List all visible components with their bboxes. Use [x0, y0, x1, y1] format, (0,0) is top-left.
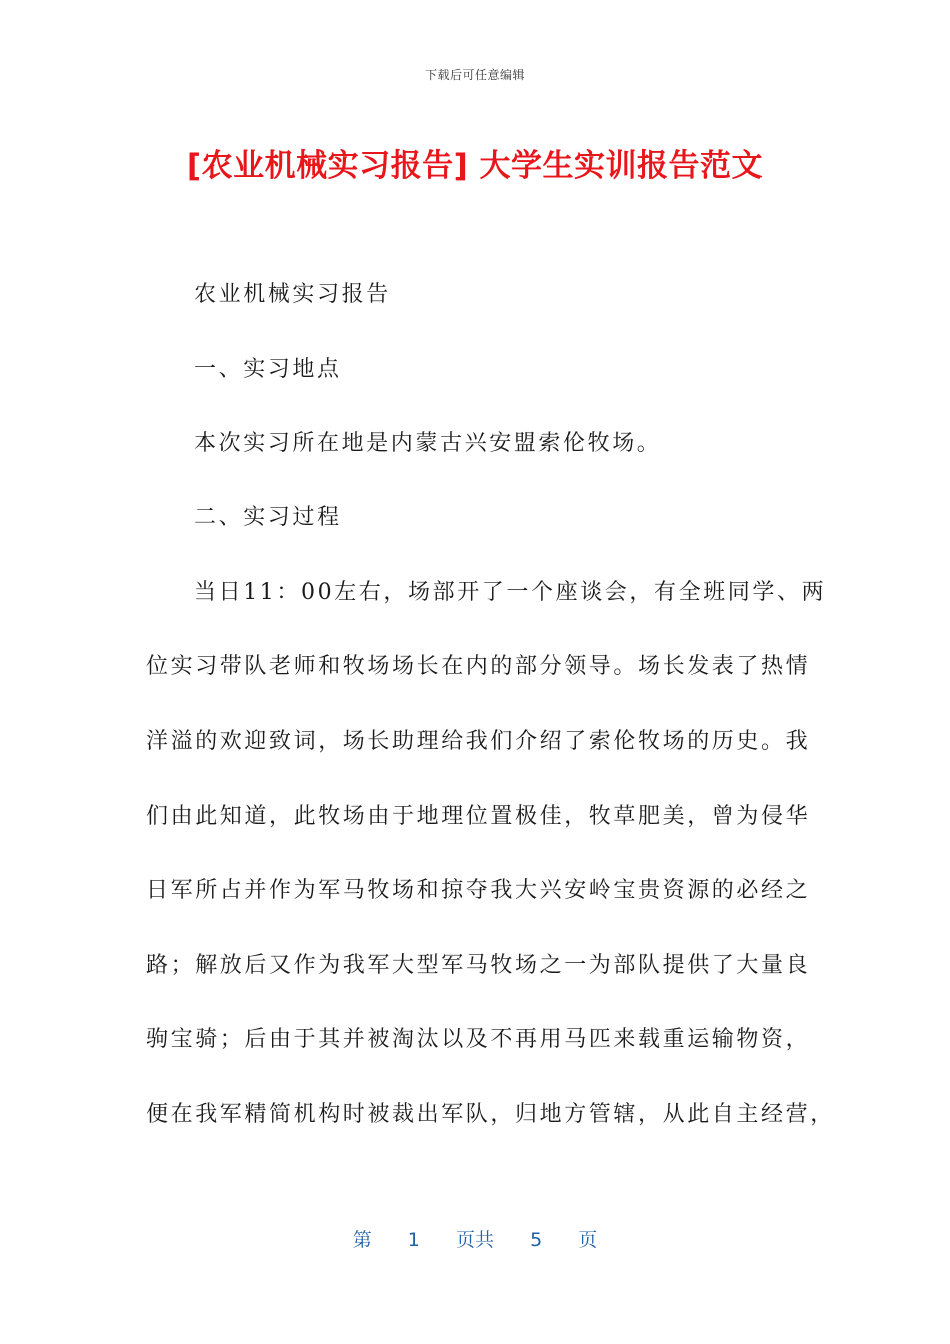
report-heading: 农业机械实习报告	[194, 282, 391, 307]
paragraph-line: 日军所占并作为军马牧场和掠夺我大兴安岭宝贵资源的必经之	[146, 878, 811, 903]
footer-page-total: 5	[530, 1229, 543, 1251]
header-note: 下载后可任意编辑	[424, 68, 525, 82]
section-2-heading: 二、实习过程	[194, 505, 342, 530]
page-footer	[0, 1225, 950, 1252]
footer-page-prefix: 第	[352, 1229, 372, 1251]
footer-page-mid: 页共	[455, 1229, 494, 1251]
footer-page-number: 1	[407, 1229, 420, 1251]
document-title: [农业机械实习报告] 大学生实训报告范文	[186, 148, 764, 184]
section-1-text: 本次实习所在地是内蒙古兴安盟索伦牧场。	[194, 431, 662, 456]
footer-page-suffix: 页	[578, 1229, 598, 1251]
paragraph-line: 驹宝骑；后由于其并被淘汰以及不再用马匹来载重运输物资，	[146, 1027, 811, 1052]
section-1-heading: 一、实习地点	[194, 357, 342, 382]
paragraph-line: 们由此知道，此牧场由于地理位置极佳，牧草肥美，曾为侵华	[146, 804, 811, 829]
paragraph-line: 洋溢的欢迎致词，场长助理给我们介绍了索伦牧场的历史。我	[146, 729, 811, 754]
paragraph-line: 便在我军精简机构时被裁出军队，归地方管辖，从此自主经营，	[146, 1102, 835, 1127]
paragraph-line: 位实习带队老师和牧场场长在内的部分领导。场长发表了热情	[146, 654, 811, 679]
paragraph-line: 路；解放后又作为我军大型军马牧场之一为部队提供了大量良	[146, 953, 811, 978]
paragraph-line: 当日11：00左右，场部开了一个座谈会，有全班同学、两	[194, 580, 827, 605]
